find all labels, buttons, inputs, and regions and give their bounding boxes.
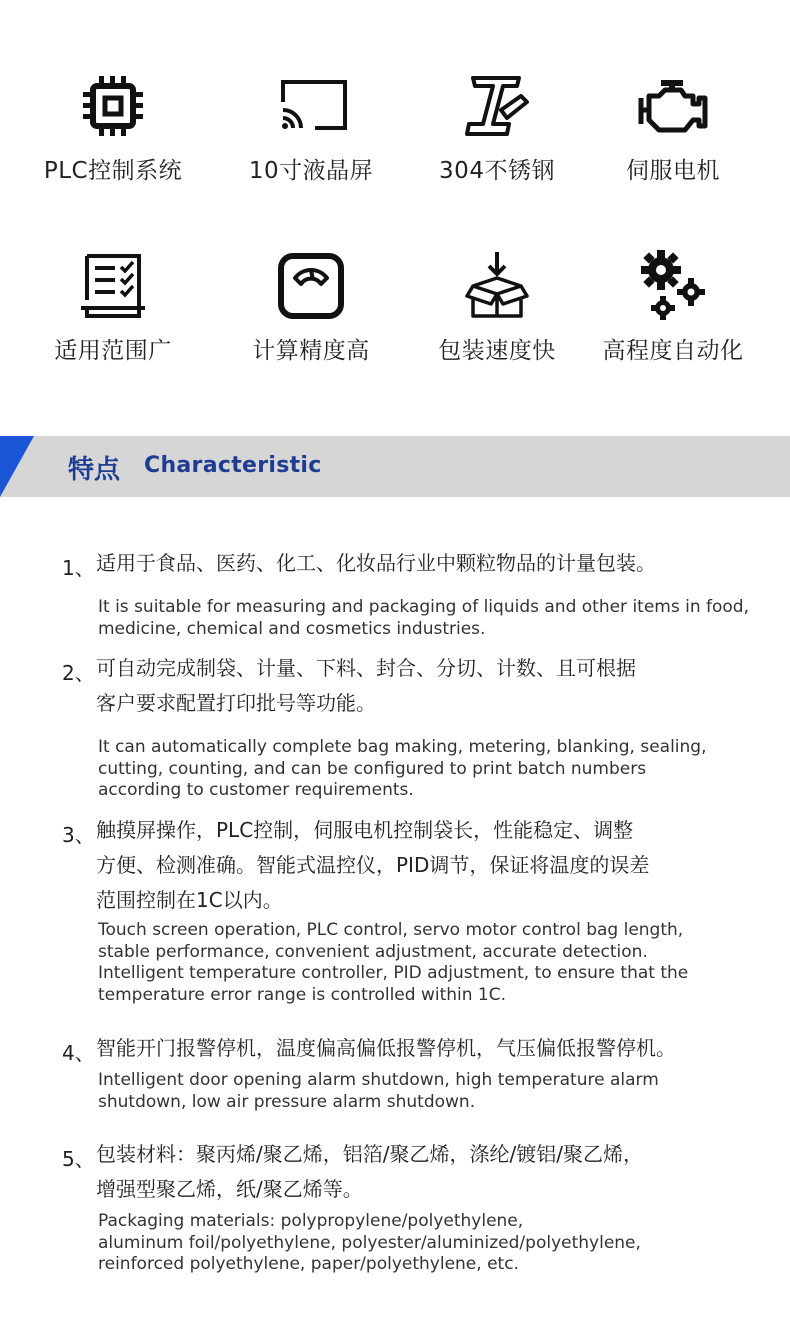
item-number: 1、 — [62, 556, 95, 580]
item-cn-line: 可自动完成制袋、计量、下料、封合、分切、计数、且可根据 — [96, 656, 636, 680]
feature-label: PLC控制系统 — [43, 158, 183, 184]
item-en-line: reinforced polyethylene, paper/polyethylene, etc. — [98, 1254, 519, 1274]
item-en-line: according to customer requirements. — [98, 780, 414, 800]
item-en-line: cutting, counting, and can be configured to print batch numbers — [98, 758, 647, 779]
item-en-line: Touch screen operation, PLC control, servo motor control bag length, — [98, 920, 684, 940]
feature-grid — [0, 60, 790, 420]
item-text-en — [98, 737, 768, 802]
item-cn-line: 包装材料：聚丙烯/聚乙烯，铝箔/聚乙烯，涤纶/镀铝/聚乙烯， — [96, 1142, 643, 1166]
item-text-en — [98, 920, 768, 1006]
feature-label: 伺服电机 — [626, 158, 720, 184]
section-title-en: Characteristic — [144, 453, 322, 478]
item-text-cn — [96, 1031, 756, 1066]
section-header — [0, 436, 790, 497]
item-number: 3、 — [62, 823, 95, 847]
item-en-line: temperature error range is controlled within 1C. — [98, 984, 506, 1005]
item-cn-line: 触摸屏操作，PLC控制，伺服电机控制袋长，性能稳定、调整 — [96, 818, 634, 842]
item-number: 2、 — [62, 661, 95, 685]
item-en-line: Packaging materials: polypropylene/polyethylene, — [98, 1211, 524, 1231]
item-text-cn — [96, 651, 756, 721]
feature-label: 304不锈钢 — [439, 158, 555, 184]
item-en-line: shutdown, low air pressure alarm shutdown. — [98, 1091, 476, 1112]
item-text-en — [98, 1070, 768, 1113]
item-cn-line: 适用于食品、医药、化工、化妆品行业中颗粒物品的计量包装。 — [96, 551, 656, 575]
item-cn-line: 增强型聚乙烯，纸/聚乙烯等。 — [96, 1177, 363, 1201]
item-en-line: It is suitable for measuring and packaging of liquids and other items in food, — [98, 597, 750, 617]
item-text-cn — [96, 546, 756, 581]
item-cn-line: 方便、检测准确。智能式温控仪，PID调节，保证将温度的误差 — [96, 853, 650, 877]
feature-steel — [402, 60, 592, 185]
feature-label: 计算精度高 — [252, 338, 370, 364]
feature-plc — [18, 60, 208, 185]
chip-icon — [77, 70, 149, 142]
item-en-line: stable performance, convenient adjustment, accurate detection. — [98, 941, 648, 962]
feature-range — [18, 240, 208, 365]
feature-speed — [402, 240, 592, 365]
feature-label: 高程度自动化 — [602, 338, 744, 364]
screen-cast-icon — [275, 70, 347, 142]
checklist-icon — [77, 250, 149, 322]
item-en-line: It can automatically complete bag making, metering, blanking, sealing, — [98, 737, 707, 757]
item-en-line: medicine, chemical and cosmetics industries. — [98, 618, 486, 639]
feature-label: 包装速度快 — [438, 338, 556, 364]
item-number: 5、 — [62, 1147, 95, 1171]
package-icon — [461, 250, 533, 322]
section-title-cn: 特点 — [68, 455, 121, 485]
engine-icon — [637, 70, 709, 142]
item-cn-line: 客户要求配置打印批号等功能。 — [96, 691, 376, 715]
feature-label: 10寸液晶屏 — [248, 158, 374, 184]
feature-row — [0, 240, 790, 420]
feature-automation — [578, 240, 768, 365]
feature-row — [0, 60, 790, 240]
item-text-en — [98, 597, 768, 640]
item-en-line: aluminum foil/polyethylene, polyester/aluminized/polyethylene, — [98, 1232, 641, 1253]
item-text-cn — [96, 1137, 756, 1207]
scale-icon — [275, 250, 347, 322]
item-text-en — [98, 1211, 768, 1276]
item-cn-line: 范围控制在1C以内。 — [96, 888, 283, 912]
section-accent — [0, 436, 34, 497]
item-en-line: Intelligent temperature controller, PID adjustment, to ensure that the — [98, 963, 689, 983]
item-en-line: Intelligent door opening alarm shutdown, high temperature alarm — [98, 1070, 659, 1090]
item-number: 4、 — [62, 1041, 95, 1065]
item-text-cn — [96, 813, 756, 918]
feature-precision — [216, 240, 406, 365]
item-cn-line: 智能开门报警停机，温度偏高偏低报警停机，气压偏低报警停机。 — [96, 1036, 676, 1060]
feature-screen — [216, 60, 406, 185]
feature-servo — [578, 60, 768, 185]
gears-icon — [637, 250, 709, 322]
steel-beam-icon — [461, 70, 533, 142]
feature-label: 适用范围广 — [54, 338, 172, 364]
